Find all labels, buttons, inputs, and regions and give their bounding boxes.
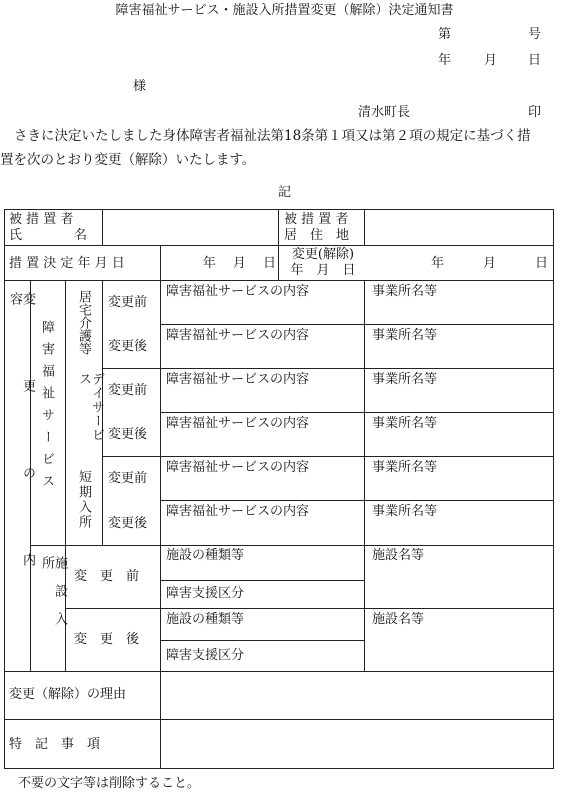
- addressee-suffix: 様: [133, 79, 147, 94]
- facility-after-label: 変 更 後: [74, 632, 140, 647]
- facility-name-label-after: 施設名等: [372, 612, 425, 627]
- subject-address-label: 被 措 置 者 居 住 地: [284, 212, 350, 243]
- short-stay-before-label: 変更前: [108, 471, 148, 486]
- body-paragraph-line-1: さきに決定いたしました身体障害者福祉法第18条第１項又は第２項の規定に基づく措: [14, 128, 531, 144]
- facility-label: 施設入所: [39, 556, 67, 640]
- short-stay-after-label: 変更後: [108, 516, 148, 531]
- service-content-label-4: 障害福祉サービスの内容: [166, 416, 310, 431]
- service-content-label-6: 障害福祉サービスの内容: [166, 504, 310, 519]
- short-stay-label: 短期入所: [76, 470, 91, 530]
- number-suffix: 号: [528, 27, 542, 42]
- remarks-field[interactable]: [162, 720, 552, 767]
- support-level-label-before: 障害支援区分: [166, 586, 245, 601]
- service-content-label-2: 障害福祉サービスの内容: [166, 328, 310, 343]
- facility-type-label-after: 施設の種類等: [166, 612, 245, 627]
- office-label-2: 事業所名等: [372, 328, 438, 343]
- service-content-label-1: 障害福祉サービスの内容: [166, 284, 310, 299]
- home-care-after-label: 変更後: [108, 339, 148, 354]
- subject-address-field[interactable]: [366, 210, 552, 244]
- number-prefix: 第: [438, 27, 452, 42]
- change-date-label: 変更(解除) 年 月 日: [290, 247, 356, 278]
- office-label-4: 事業所名等: [372, 416, 438, 431]
- date-month: 月: [484, 53, 498, 68]
- service-content-label-5: 障害福祉サービスの内容: [166, 460, 310, 475]
- facility-name-label-before: 施設名等: [372, 548, 425, 563]
- office-label-3: 事業所名等: [372, 372, 438, 387]
- issuer-name: 清水町長: [358, 105, 411, 120]
- office-label-1: 事業所名等: [372, 284, 438, 299]
- date-year: 年: [438, 53, 452, 68]
- day-service-before-label: 変更前: [108, 383, 148, 398]
- service-content-label-3: 障害福祉サービスの内容: [166, 372, 310, 387]
- home-care-label: 居宅介護等: [76, 290, 91, 355]
- remarks-label: 特 記 事 項: [9, 737, 101, 752]
- service-label: 障害福祉サービス: [39, 320, 54, 496]
- reason-field[interactable]: [162, 672, 552, 718]
- support-level-label-after: 障害支援区分: [166, 648, 245, 663]
- subject-name-field[interactable]: [104, 210, 276, 244]
- day-service-after-label: 変更後: [108, 427, 148, 442]
- office-label-5: 事業所名等: [372, 460, 438, 475]
- office-label-6: 事業所名等: [372, 504, 438, 519]
- subject-name-label: 被 措 置 者 氏 名: [9, 212, 88, 243]
- decision-date-label: 措 置 決 定 年 月 日: [9, 256, 125, 271]
- reason-label: 変更（解除）の理由: [9, 687, 127, 702]
- footnote: 不要の文字等は削除すること。: [18, 776, 201, 791]
- decision-date-field[interactable]: 年 月 日: [202, 256, 276, 271]
- seal-mark: 印: [528, 105, 542, 120]
- facility-type-label-before: 施設の種類等: [166, 548, 245, 563]
- body-paragraph-line-2: 置を次のとおり変更（解除）いたします。: [0, 152, 256, 168]
- document-title: 障害福祉サービス・施設入所措置変更（解除）決定通知書: [115, 3, 454, 18]
- date-day: 日: [528, 53, 542, 68]
- ki-heading: 記: [277, 185, 291, 200]
- home-care-before-label: 変更前: [108, 295, 148, 310]
- change-content-label: 変更の内容: [7, 292, 35, 640]
- facility-before-label: 変 更 前: [74, 569, 140, 584]
- change-date-field[interactable]: 年 月 日: [430, 256, 548, 271]
- day-service-label: デイサービス: [76, 372, 104, 442]
